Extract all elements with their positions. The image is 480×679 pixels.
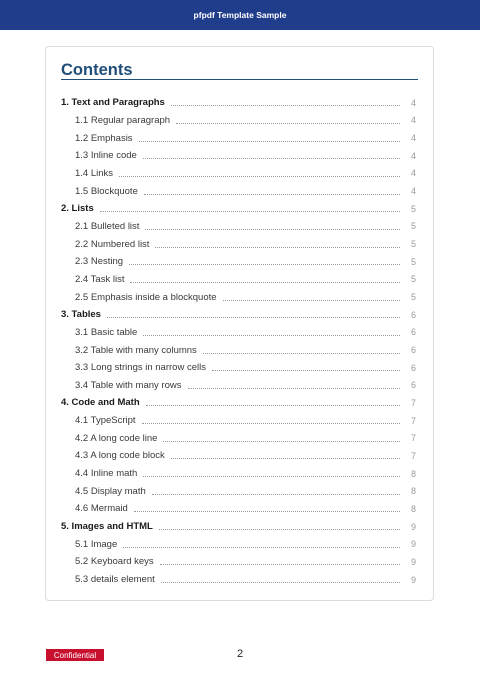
toc-subsection-entry[interactable] bbox=[61, 218, 416, 236]
toc-entry-page: 5 bbox=[410, 256, 416, 267]
toc-leader-dots bbox=[143, 476, 400, 477]
toc-section-entry[interactable] bbox=[61, 200, 416, 218]
toc-entry-label: 4.2 A long code line bbox=[75, 432, 158, 444]
toc-entry-label: 2.2 Numbered list bbox=[75, 238, 150, 250]
toc-entry-page: 6 bbox=[410, 362, 416, 373]
toc-heading-rule bbox=[61, 79, 418, 80]
toc-subsection-entry[interactable] bbox=[61, 465, 416, 483]
toc-heading: Contents bbox=[61, 61, 133, 79]
toc-entry-label: 2.5 Emphasis inside a blockquote bbox=[75, 291, 217, 303]
toc-leader-dots bbox=[107, 317, 400, 318]
toc-leader-dots bbox=[161, 582, 400, 583]
toc-subsection-entry[interactable] bbox=[61, 288, 416, 306]
toc-entry-page: 8 bbox=[410, 468, 416, 479]
toc-subsection-entry[interactable] bbox=[61, 235, 416, 253]
toc-entry-label: 5.3 details element bbox=[75, 574, 155, 586]
toc-subsection-entry[interactable] bbox=[61, 482, 416, 500]
toc-entry-page: 9 bbox=[410, 556, 416, 567]
toc-leader-dots bbox=[134, 511, 400, 512]
toc-entry-page: 5 bbox=[410, 203, 416, 214]
toc-entry-label: 1.5 Blockquote bbox=[75, 185, 138, 197]
toc-entry-page: 7 bbox=[410, 415, 416, 426]
toc-subsection-entry[interactable] bbox=[61, 571, 416, 589]
toc-entry-label: 2. Lists bbox=[61, 203, 94, 215]
toc-entry-page: 6 bbox=[410, 327, 416, 338]
toc-entry-page: 4 bbox=[410, 168, 416, 179]
toc-leader-dots bbox=[188, 388, 401, 389]
toc-entry-page: 6 bbox=[410, 345, 416, 356]
toc-entry-page: 4 bbox=[410, 115, 416, 126]
toc-leader-dots bbox=[223, 300, 400, 301]
toc-entry-label: 3.4 Table with many rows bbox=[75, 379, 182, 391]
toc-list bbox=[61, 94, 416, 588]
toc-entry-label: 1.1 Regular paragraph bbox=[75, 114, 171, 126]
toc-subsection-entry[interactable] bbox=[61, 500, 416, 518]
toc-entry-label: 3.3 Long strings in narrow cells bbox=[75, 362, 206, 374]
toc-entry-label: 4.1 TypeScript bbox=[75, 415, 136, 427]
toc-entry-label: 3.2 Table with many columns bbox=[75, 344, 197, 356]
toc-entry-label: 4. Code and Math bbox=[61, 397, 140, 409]
toc-entry-label: 4.3 A long code block bbox=[75, 450, 165, 462]
toc-leader-dots bbox=[143, 335, 400, 336]
toc-entry-page: 7 bbox=[410, 433, 416, 444]
toc-subsection-entry[interactable] bbox=[61, 324, 416, 342]
toc-entry-label: 1.3 Inline code bbox=[75, 150, 137, 162]
toc-subsection-entry[interactable] bbox=[61, 429, 416, 447]
toc-section-entry[interactable] bbox=[61, 518, 416, 536]
toc-entry-page: 7 bbox=[410, 397, 416, 408]
toc-section-entry[interactable] bbox=[61, 394, 416, 412]
page-number: 2 bbox=[236, 648, 244, 660]
toc-subsection-entry[interactable] bbox=[61, 447, 416, 465]
toc-subsection-entry[interactable] bbox=[61, 182, 416, 200]
toc-entry-label: 5.1 Image bbox=[75, 538, 118, 550]
toc-leader-dots bbox=[152, 494, 400, 495]
toc-entry-label: 5. Images and HTML bbox=[61, 521, 153, 533]
toc-entry-page: 6 bbox=[410, 380, 416, 391]
toc-section-entry[interactable] bbox=[61, 94, 416, 112]
toc-entry-page: 8 bbox=[410, 503, 416, 514]
toc-entry-label: 1. Text and Paragraphs bbox=[61, 97, 165, 109]
toc-subsection-entry[interactable] bbox=[61, 271, 416, 289]
toc-leader-dots bbox=[146, 405, 400, 406]
toc-entry-page: 7 bbox=[410, 450, 416, 461]
toc-entry-label: 4.5 Display math bbox=[75, 485, 146, 497]
toc-entry-page: 6 bbox=[410, 309, 416, 320]
toc-entry-page: 9 bbox=[410, 539, 416, 550]
toc-subsection-entry[interactable] bbox=[61, 553, 416, 571]
toc-entry-label: 3. Tables bbox=[61, 309, 101, 321]
toc-subsection-entry[interactable] bbox=[61, 341, 416, 359]
toc-leader-dots bbox=[171, 458, 400, 459]
toc-subsection-entry[interactable] bbox=[61, 253, 416, 271]
toc-entry-page: 9 bbox=[410, 574, 416, 585]
toc-entry-page: 4 bbox=[410, 186, 416, 197]
toc-leader-dots bbox=[142, 423, 400, 424]
toc-leader-dots bbox=[145, 229, 400, 230]
toc-entry-page: 5 bbox=[410, 221, 416, 232]
toc-subsection-entry[interactable] bbox=[61, 412, 416, 430]
toc-entry-label: 2.3 Nesting bbox=[75, 256, 124, 268]
toc-leader-dots bbox=[212, 370, 400, 371]
toc-section-entry[interactable] bbox=[61, 306, 416, 324]
toc-leader-dots bbox=[143, 158, 400, 159]
toc-subsection-entry[interactable] bbox=[61, 112, 416, 130]
toc-entry-page: 4 bbox=[410, 150, 416, 161]
toc-entry-page: 5 bbox=[410, 274, 416, 285]
toc-entry-label: 1.2 Emphasis bbox=[75, 132, 133, 144]
toc-entry-page: 5 bbox=[410, 239, 416, 250]
toc-leader-dots bbox=[119, 176, 400, 177]
toc-entry-label: 5.2 Keyboard keys bbox=[75, 556, 154, 568]
toc-leader-dots bbox=[171, 105, 400, 106]
toc-subsection-entry[interactable] bbox=[61, 377, 416, 395]
toc-entry-label: 2.4 Task list bbox=[75, 273, 125, 285]
toc-leader-dots bbox=[203, 353, 400, 354]
toc-subsection-entry[interactable] bbox=[61, 165, 416, 183]
toc-card bbox=[45, 46, 434, 601]
toc-leader-dots bbox=[130, 282, 400, 283]
toc-leader-dots bbox=[144, 194, 400, 195]
toc-subsection-entry[interactable] bbox=[61, 147, 416, 165]
toc-entry-page: 5 bbox=[410, 292, 416, 303]
page-header-bar bbox=[0, 0, 480, 30]
toc-entry-page: 4 bbox=[410, 97, 416, 108]
toc-leader-dots bbox=[123, 547, 400, 548]
toc-entry-label: 2.1 Bulleted list bbox=[75, 220, 140, 232]
toc-subsection-entry[interactable] bbox=[61, 129, 416, 147]
toc-subsection-entry[interactable] bbox=[61, 535, 416, 553]
toc-leader-dots bbox=[160, 564, 400, 565]
toc-leader-dots bbox=[163, 441, 400, 442]
toc-entry-label: 3.1 Basic table bbox=[75, 326, 138, 338]
toc-subsection-entry[interactable] bbox=[61, 359, 416, 377]
toc-entry-page: 4 bbox=[410, 133, 416, 144]
toc-leader-dots bbox=[176, 123, 400, 124]
toc-entry-page: 9 bbox=[410, 521, 416, 532]
toc-leader-dots bbox=[129, 264, 400, 265]
toc-leader-dots bbox=[159, 529, 400, 530]
toc-leader-dots bbox=[100, 211, 400, 212]
toc-leader-dots bbox=[155, 247, 400, 248]
toc-entry-label: 4.4 Inline math bbox=[75, 468, 138, 480]
toc-entry-page: 8 bbox=[410, 486, 416, 497]
header-title: pfpdf Template Sample bbox=[193, 10, 287, 20]
confidential-badge: Confidential bbox=[46, 649, 104, 661]
toc-entry-label: 4.6 Mermaid bbox=[75, 503, 128, 515]
toc-leader-dots bbox=[139, 141, 400, 142]
toc-entry-label: 1.4 Links bbox=[75, 167, 114, 179]
